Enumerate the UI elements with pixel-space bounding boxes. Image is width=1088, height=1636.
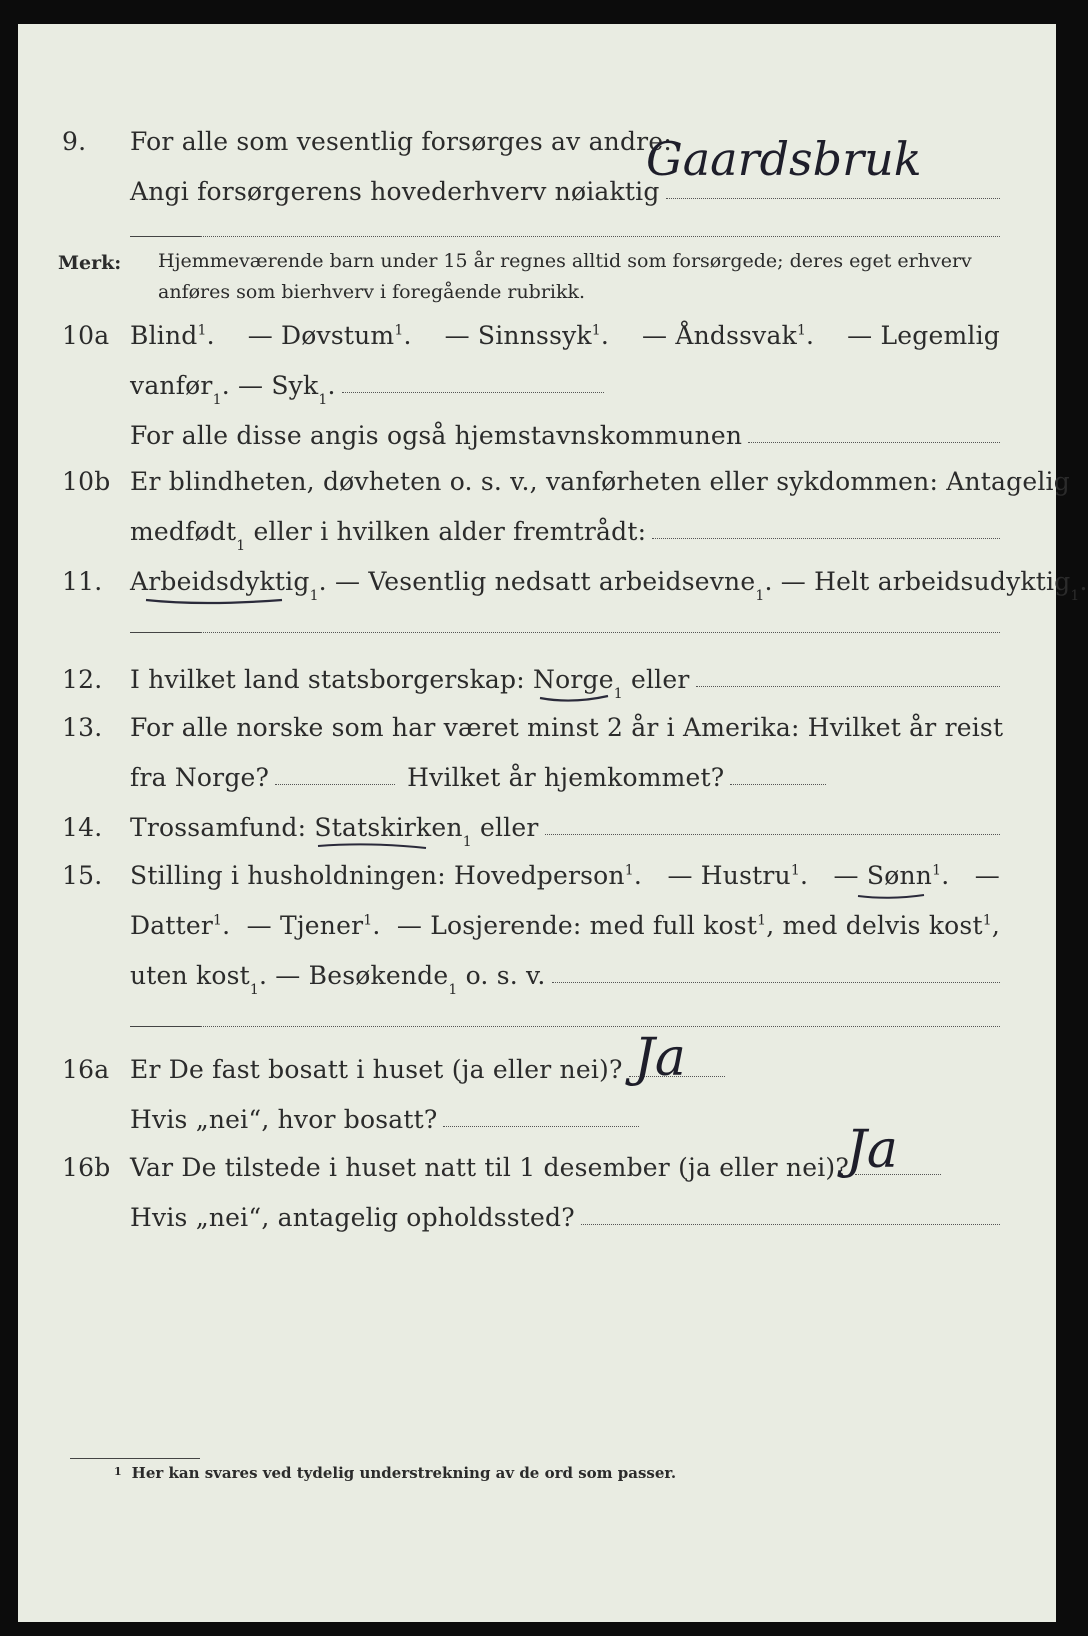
q11-udyktig: — Helt arbeidsudyktig — [780, 567, 1071, 596]
q13-text-line1: For alle norske som har været minst 2 år i Amerika: Hvilket år reist — [130, 713, 1004, 742]
q15-line2: Datter$^1$. — Tjener$^1$. — Losjerende: med full kost$^1$, med delvis kost$^1$, — [130, 911, 1000, 940]
q10a-answer-line — [342, 392, 604, 393]
divider — [130, 236, 200, 237]
q10b-line2: medfødt 1 eller i hvilken alder fremtrådt: — [18, 506, 1056, 550]
q16b-number: 16b — [62, 1153, 111, 1182]
q12-answer-line — [696, 686, 1000, 687]
q16b-text-line2: Hvis „nei“, antagelig opholdssted? — [130, 1203, 575, 1232]
q10a-text-line3: For alle disse angis også hjemstavnskommunen — [130, 421, 743, 450]
q10b-answer-line — [652, 538, 1000, 539]
q15-uten-kost: uten kost — [130, 961, 250, 990]
divider — [130, 632, 200, 633]
q10a-line3 — [18, 410, 1056, 454]
q16b-text-line1: Var De tilstede i huset natt til 1 desember (ja eller nei)? — [130, 1153, 849, 1182]
q12-line: 12. I hvilket land statsborgerskap: Norge 1 eller — [18, 654, 1056, 698]
q10b-text-line1: Er blindheten, døvheten o. s. v., vanførheten eller sykdommen: Antagelig — [130, 467, 1070, 496]
q14-text: Trossamfund: — [130, 813, 307, 842]
q16b-line2 — [18, 1192, 1056, 1236]
q16b-handwritten-answer: Ja — [846, 1120, 898, 1180]
divider-dotted — [200, 236, 1000, 237]
footnote-text: Her kan svares ved tydelig understrekning av de ord som passer. — [131, 1464, 677, 1482]
q15-tjener: — Tjener — [246, 911, 364, 940]
divider-dotted — [200, 632, 1000, 633]
q10a-syk: — Syk — [238, 371, 319, 400]
q10a-andssvak: — Åndssvak — [641, 321, 797, 350]
q15-line1: 15. Stilling i husholdningen: Hovedperson$^1$. — Hustru$^1$. — Sønn$^1$. — — [62, 861, 1000, 890]
divider — [130, 1026, 200, 1027]
q10b-medfodt: medfødt — [130, 517, 237, 546]
q9-answer-line — [666, 198, 1000, 199]
q15-osv: o. s. v. — [465, 961, 546, 990]
q10a-hjemstavn-line — [748, 442, 1000, 443]
q16b-place-line — [581, 1224, 1000, 1225]
q11-nedsatt: — Vesentlig nedsatt arbeidsevne — [334, 567, 756, 596]
merk-text: Hjemmeværende barn under 15 år regnes alltid som forsørgede; deres eget erhverv anføres som bierhverv i foregående rubrikk. — [158, 250, 972, 303]
q9-text-line2: Angi forsørgerens hovederhverv nøiaktig — [130, 177, 660, 206]
footnote — [114, 1464, 676, 1482]
q11-arbeidsdyktig: Arbeidsdyktig — [130, 567, 310, 596]
q15-besokende: — Besøkende — [275, 961, 449, 990]
q15-datter: Datter — [130, 911, 213, 940]
q10a-vanfor: vanfør — [130, 371, 213, 400]
q14-number: 14. — [62, 813, 103, 842]
q14-line: 14. Trossamfund: Statskirken 1 eller — [18, 802, 1056, 846]
q10a-sinnssyk: — Sinnssyk — [444, 321, 592, 350]
q15-hovedperson: Stilling i husholdningen: Hovedperson — [130, 861, 625, 890]
q9-text-line1: For alle som vesentlig forsørges av andre: — [130, 127, 672, 156]
q16a-number: 16a — [62, 1055, 110, 1084]
q16a-handwritten-answer: Ja — [634, 1028, 686, 1088]
q10a-legemlig: — Legemlig — [847, 321, 1000, 350]
q9-handwritten-answer: Gaardsbruk — [646, 132, 922, 186]
divider-dotted — [200, 1026, 1000, 1027]
footnote-rule — [70, 1458, 200, 1459]
q16a-where-line — [443, 1126, 639, 1127]
q15-answer-line — [552, 982, 1000, 983]
census-form-page — [18, 24, 1088, 1622]
q13-hjemkommet: Hvilket år hjemkommet? — [407, 763, 725, 792]
footnote-marker: 1 — [114, 1465, 122, 1478]
q16a-text-line1: Er De fast bosatt i huset (ja eller nei)? — [130, 1055, 623, 1084]
q15-full-kost: — Losjerende: med full kost — [396, 911, 758, 940]
q10a-blind: Blind — [130, 321, 198, 350]
q10b-text-line2: eller i hvilken alder fremtrådt: — [253, 517, 647, 546]
q10a-line2: vanfør 1 . — Syk 1 . — [18, 360, 1056, 404]
q11-number: 11. — [62, 567, 103, 596]
q15-line3: uten kost 1 . — Besøkende 1 o. s. v. — [18, 950, 1056, 994]
q15-number: 15. — [62, 861, 103, 890]
q16a-line2 — [18, 1094, 1056, 1138]
q10a-line1: 10a Blind$^1$. — Døvstum$^1$. — Sinnssyk$^1$. — Åndssvak$^1$. — Legemlig — [62, 321, 1000, 350]
q13-year-returned-line — [730, 784, 826, 785]
q14-statskirken: Statskirken — [314, 813, 463, 842]
q11-line: 11. Arbeidsdyktig 1 . — Vesentlig nedsatt arbeidsevne 1 . — Helt arbeidsudyktig 1 . — [62, 567, 1088, 604]
q13-year-left-line — [275, 784, 395, 785]
q10a-dovstum: — Døvstum — [247, 321, 395, 350]
q10a-number: 10a — [62, 321, 110, 350]
q12-text: I hvilket land statsborgerskap: — [130, 665, 525, 694]
q9-number: 9. — [62, 127, 87, 156]
q16b-line1 — [18, 1142, 1056, 1186]
q15-hustru: — Hustru — [667, 861, 791, 890]
q10b-number: 10b — [62, 467, 111, 496]
q14-eller: eller — [479, 813, 539, 842]
q16a-line1 — [18, 1044, 1056, 1088]
q14-answer-line — [545, 834, 1001, 835]
q15-delvis-kost: , med delvis kost — [766, 911, 983, 940]
q13-line1 — [18, 702, 1056, 746]
q10b-line1 — [18, 456, 1070, 500]
merk-label: Merk: — [58, 252, 122, 274]
q15-dash: — — [974, 861, 1000, 890]
q11-underline-mark — [142, 592, 292, 612]
q16a-text-line2: Hvis „nei“, hvor bosatt? — [130, 1105, 438, 1134]
q12-eller: eller — [630, 665, 690, 694]
q15-sonn: — Sønn — [833, 861, 933, 890]
q13-line2 — [18, 752, 1056, 796]
q13-number: 13. — [62, 713, 103, 742]
q12-norge: Norge — [533, 665, 614, 694]
q13-fra-norge: fra Norge? — [130, 763, 270, 792]
q12-number: 12. — [62, 665, 103, 694]
